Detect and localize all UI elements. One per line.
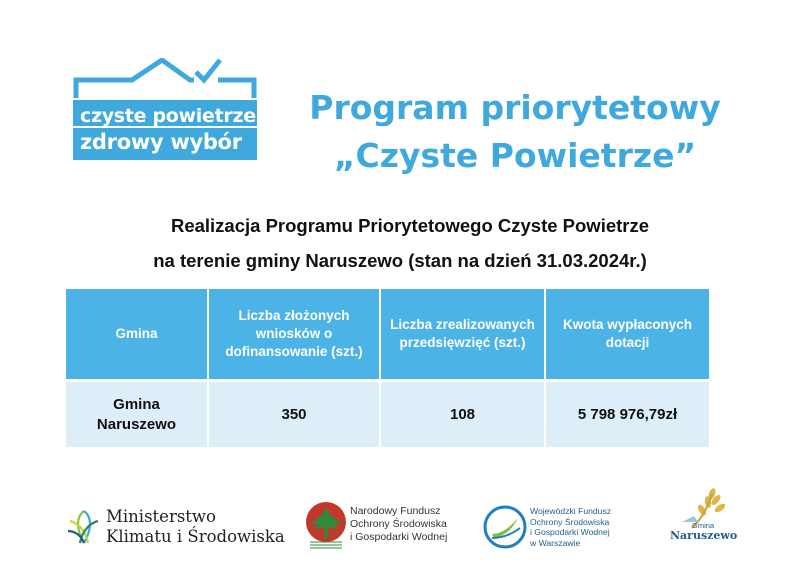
ministry-name: Ministerstwo Klimatu i Środowiska bbox=[106, 507, 285, 546]
report-heading-line1: Realizacja Programu Priorytetowego Czyste Powietrze bbox=[170, 215, 650, 236]
results-table bbox=[66, 289, 709, 447]
wfosigw-emblem-icon bbox=[482, 504, 528, 550]
report-heading-line2: na terenie gminy Naruszewo (stan na dzień 31.03.2024r.) bbox=[153, 250, 647, 271]
header-applications: Liczba złożonych wniosków o dofinansowanie (szt.) bbox=[208, 289, 380, 381]
ministry-emblem-icon bbox=[64, 507, 104, 547]
table-row bbox=[66, 381, 709, 448]
czyste-powietrze-logo bbox=[70, 58, 260, 178]
logo-text-line2: zdrowy wybór bbox=[80, 130, 242, 154]
gmina-logo-name: Naruszewo bbox=[670, 529, 738, 542]
cell-applications: 350 bbox=[208, 381, 380, 448]
nfosigw-emblem-icon bbox=[304, 500, 348, 552]
header-gmina: Gmina bbox=[66, 289, 208, 381]
header-amount: Kwota wypłaconych dotacji bbox=[545, 289, 709, 381]
ministry-logo bbox=[60, 505, 290, 545]
gmina-logo-small-text: Gmina bbox=[692, 521, 715, 530]
program-title-line1: Program priorytetowy bbox=[309, 88, 721, 127]
nfosigw-logo bbox=[304, 498, 464, 554]
nfosigw-name: Narodowy Fundusz Ochrony Środowiska i Gospodarki Wodnej bbox=[350, 505, 448, 543]
header-projects: Liczba zrealizowanych przedsięwzięć (szt.) bbox=[380, 289, 545, 381]
program-title-line2: „Czyste Powietrze” bbox=[333, 136, 697, 175]
wfosigw-logo bbox=[482, 500, 642, 556]
table-header-row bbox=[66, 289, 709, 381]
logo-text-line1: czyste powietrze bbox=[80, 105, 256, 127]
gmina-naruszewo-logo bbox=[666, 486, 746, 546]
wfosigw-name: Wojewódzki Fundusz Ochrony Środowiska i Gospodarki Wodnej w Warszawie bbox=[530, 506, 612, 548]
cell-gmina: Gmina Naruszewo bbox=[66, 381, 208, 448]
cell-amount: 5 798 976,79zł bbox=[545, 381, 709, 448]
cell-projects: 108 bbox=[380, 381, 545, 448]
